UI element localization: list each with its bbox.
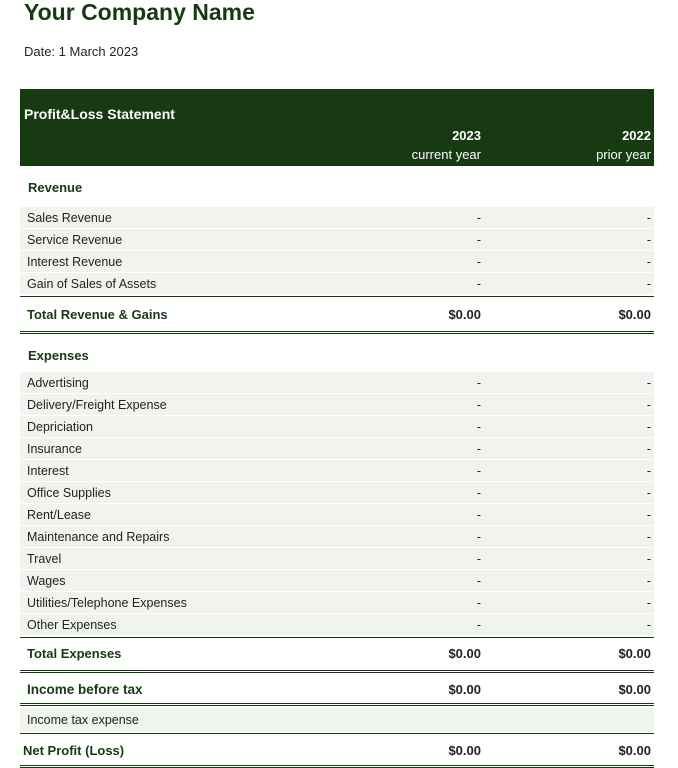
net-profit-current: $0.00 <box>448 743 481 758</box>
line-item-current: - <box>476 596 481 610</box>
line-item-prior: - <box>646 486 651 500</box>
pl-statement <box>20 89 654 768</box>
net-profit-prior: $0.00 <box>618 743 651 758</box>
line-item-current: - <box>476 211 481 225</box>
prior-year: 2022 <box>622 128 651 143</box>
current-year-label: current year <box>411 147 481 162</box>
line-item-current: - <box>476 233 481 247</box>
line-item-current: - <box>476 486 481 500</box>
line-item-row <box>20 614 654 636</box>
line-item-prior: - <box>646 398 651 412</box>
line-item-current: - <box>476 618 481 632</box>
statement-title: Profit&Loss Statement <box>24 106 175 122</box>
income-before-tax-label: Income before tax <box>27 682 143 697</box>
line-item-row <box>20 482 654 504</box>
line-item-label: Delivery/Freight Expense <box>27 398 167 412</box>
line-item-prior: - <box>646 464 651 478</box>
line-item-row <box>20 504 654 526</box>
income-tax-row <box>20 708 654 733</box>
line-item-label: Insurance <box>27 442 82 456</box>
line-item-label: Depriciation <box>27 420 94 434</box>
line-item-prior: - <box>646 508 651 522</box>
line-item-label: Travel <box>27 552 62 566</box>
total-revenue-prior: $0.00 <box>618 307 651 322</box>
line-item-current: - <box>476 530 481 544</box>
total-expenses-current: $0.00 <box>448 646 481 661</box>
line-item-label: Interest <box>27 464 69 478</box>
line-item-row <box>20 526 654 548</box>
statement-date: Date: 1 March 2023 <box>24 44 139 59</box>
expenses-section-title: Expenses <box>28 348 89 363</box>
line-item-label: Gain of Sales of Assets <box>27 277 157 291</box>
line-item-label: Wages <box>27 574 66 588</box>
total-expenses-label: Total Expenses <box>27 646 122 661</box>
income-before-tax-row <box>20 673 654 706</box>
line-item-row <box>20 548 654 570</box>
line-item-label: Interest Revenue <box>27 255 123 269</box>
line-item-row <box>20 207 654 229</box>
line-item-prior: - <box>646 255 651 269</box>
line-item-row <box>20 372 654 394</box>
total-revenue-row <box>20 296 654 334</box>
line-item-current: - <box>476 420 481 434</box>
line-item-label: Sales Revenue <box>27 211 112 225</box>
line-item-current: - <box>476 442 481 456</box>
line-item-prior: - <box>646 574 651 588</box>
total-expenses-prior: $0.00 <box>618 646 651 661</box>
line-item-label: Rent/Lease <box>27 508 91 522</box>
income-tax-label: Income tax expense <box>27 713 139 727</box>
line-item-row <box>20 460 654 482</box>
line-item-label: Advertising <box>27 376 89 390</box>
line-item-prior: - <box>646 552 651 566</box>
line-item-row <box>20 273 654 295</box>
line-item-current: - <box>476 255 481 269</box>
line-item-label: Service Revenue <box>27 233 123 247</box>
line-item-prior: - <box>646 618 651 632</box>
line-item-prior: - <box>646 596 651 610</box>
line-item-row <box>20 416 654 438</box>
line-item-row <box>20 438 654 460</box>
line-item-current: - <box>476 508 481 522</box>
line-item-row <box>20 592 654 614</box>
line-item-prior: - <box>646 376 651 390</box>
revenue-section-title: Revenue <box>28 180 83 195</box>
line-item-prior: - <box>646 420 651 434</box>
line-item-label: Office Supplies <box>27 486 111 500</box>
net-profit-label: Net Profit (Loss) <box>23 743 125 758</box>
line-item-prior: - <box>646 442 651 456</box>
expense-items <box>20 372 654 636</box>
line-item-prior: - <box>646 530 651 544</box>
line-item-row <box>20 229 654 251</box>
line-item-current: - <box>476 277 481 291</box>
company-name: Your Company Name <box>24 0 255 25</box>
line-item-row <box>20 394 654 416</box>
line-item-label: Maintenance and Repairs <box>27 530 170 544</box>
income-before-tax-prior: $0.00 <box>618 682 651 697</box>
line-item-label: Utilities/Telephone Expenses <box>27 596 187 610</box>
statement-header <box>20 89 654 166</box>
total-expenses-row <box>20 637 654 673</box>
prior-year-label: prior year <box>596 147 651 162</box>
income-before-tax-current: $0.00 <box>448 682 481 697</box>
line-item-current: - <box>476 464 481 478</box>
line-item-current: - <box>476 574 481 588</box>
line-item-label: Other Expenses <box>27 618 117 632</box>
line-item-prior: - <box>646 211 651 225</box>
line-item-row <box>20 251 654 273</box>
line-item-prior: - <box>646 277 651 291</box>
current-year: 2023 <box>452 128 481 143</box>
line-item-current: - <box>476 376 481 390</box>
revenue-items <box>20 207 654 295</box>
line-item-row <box>20 570 654 592</box>
net-profit-row <box>20 733 654 768</box>
total-revenue-label: Total Revenue & Gains <box>27 307 168 322</box>
line-item-current: - <box>476 552 481 566</box>
line-item-current: - <box>476 398 481 412</box>
total-revenue-current: $0.00 <box>448 307 481 322</box>
line-item-prior: - <box>646 233 651 247</box>
